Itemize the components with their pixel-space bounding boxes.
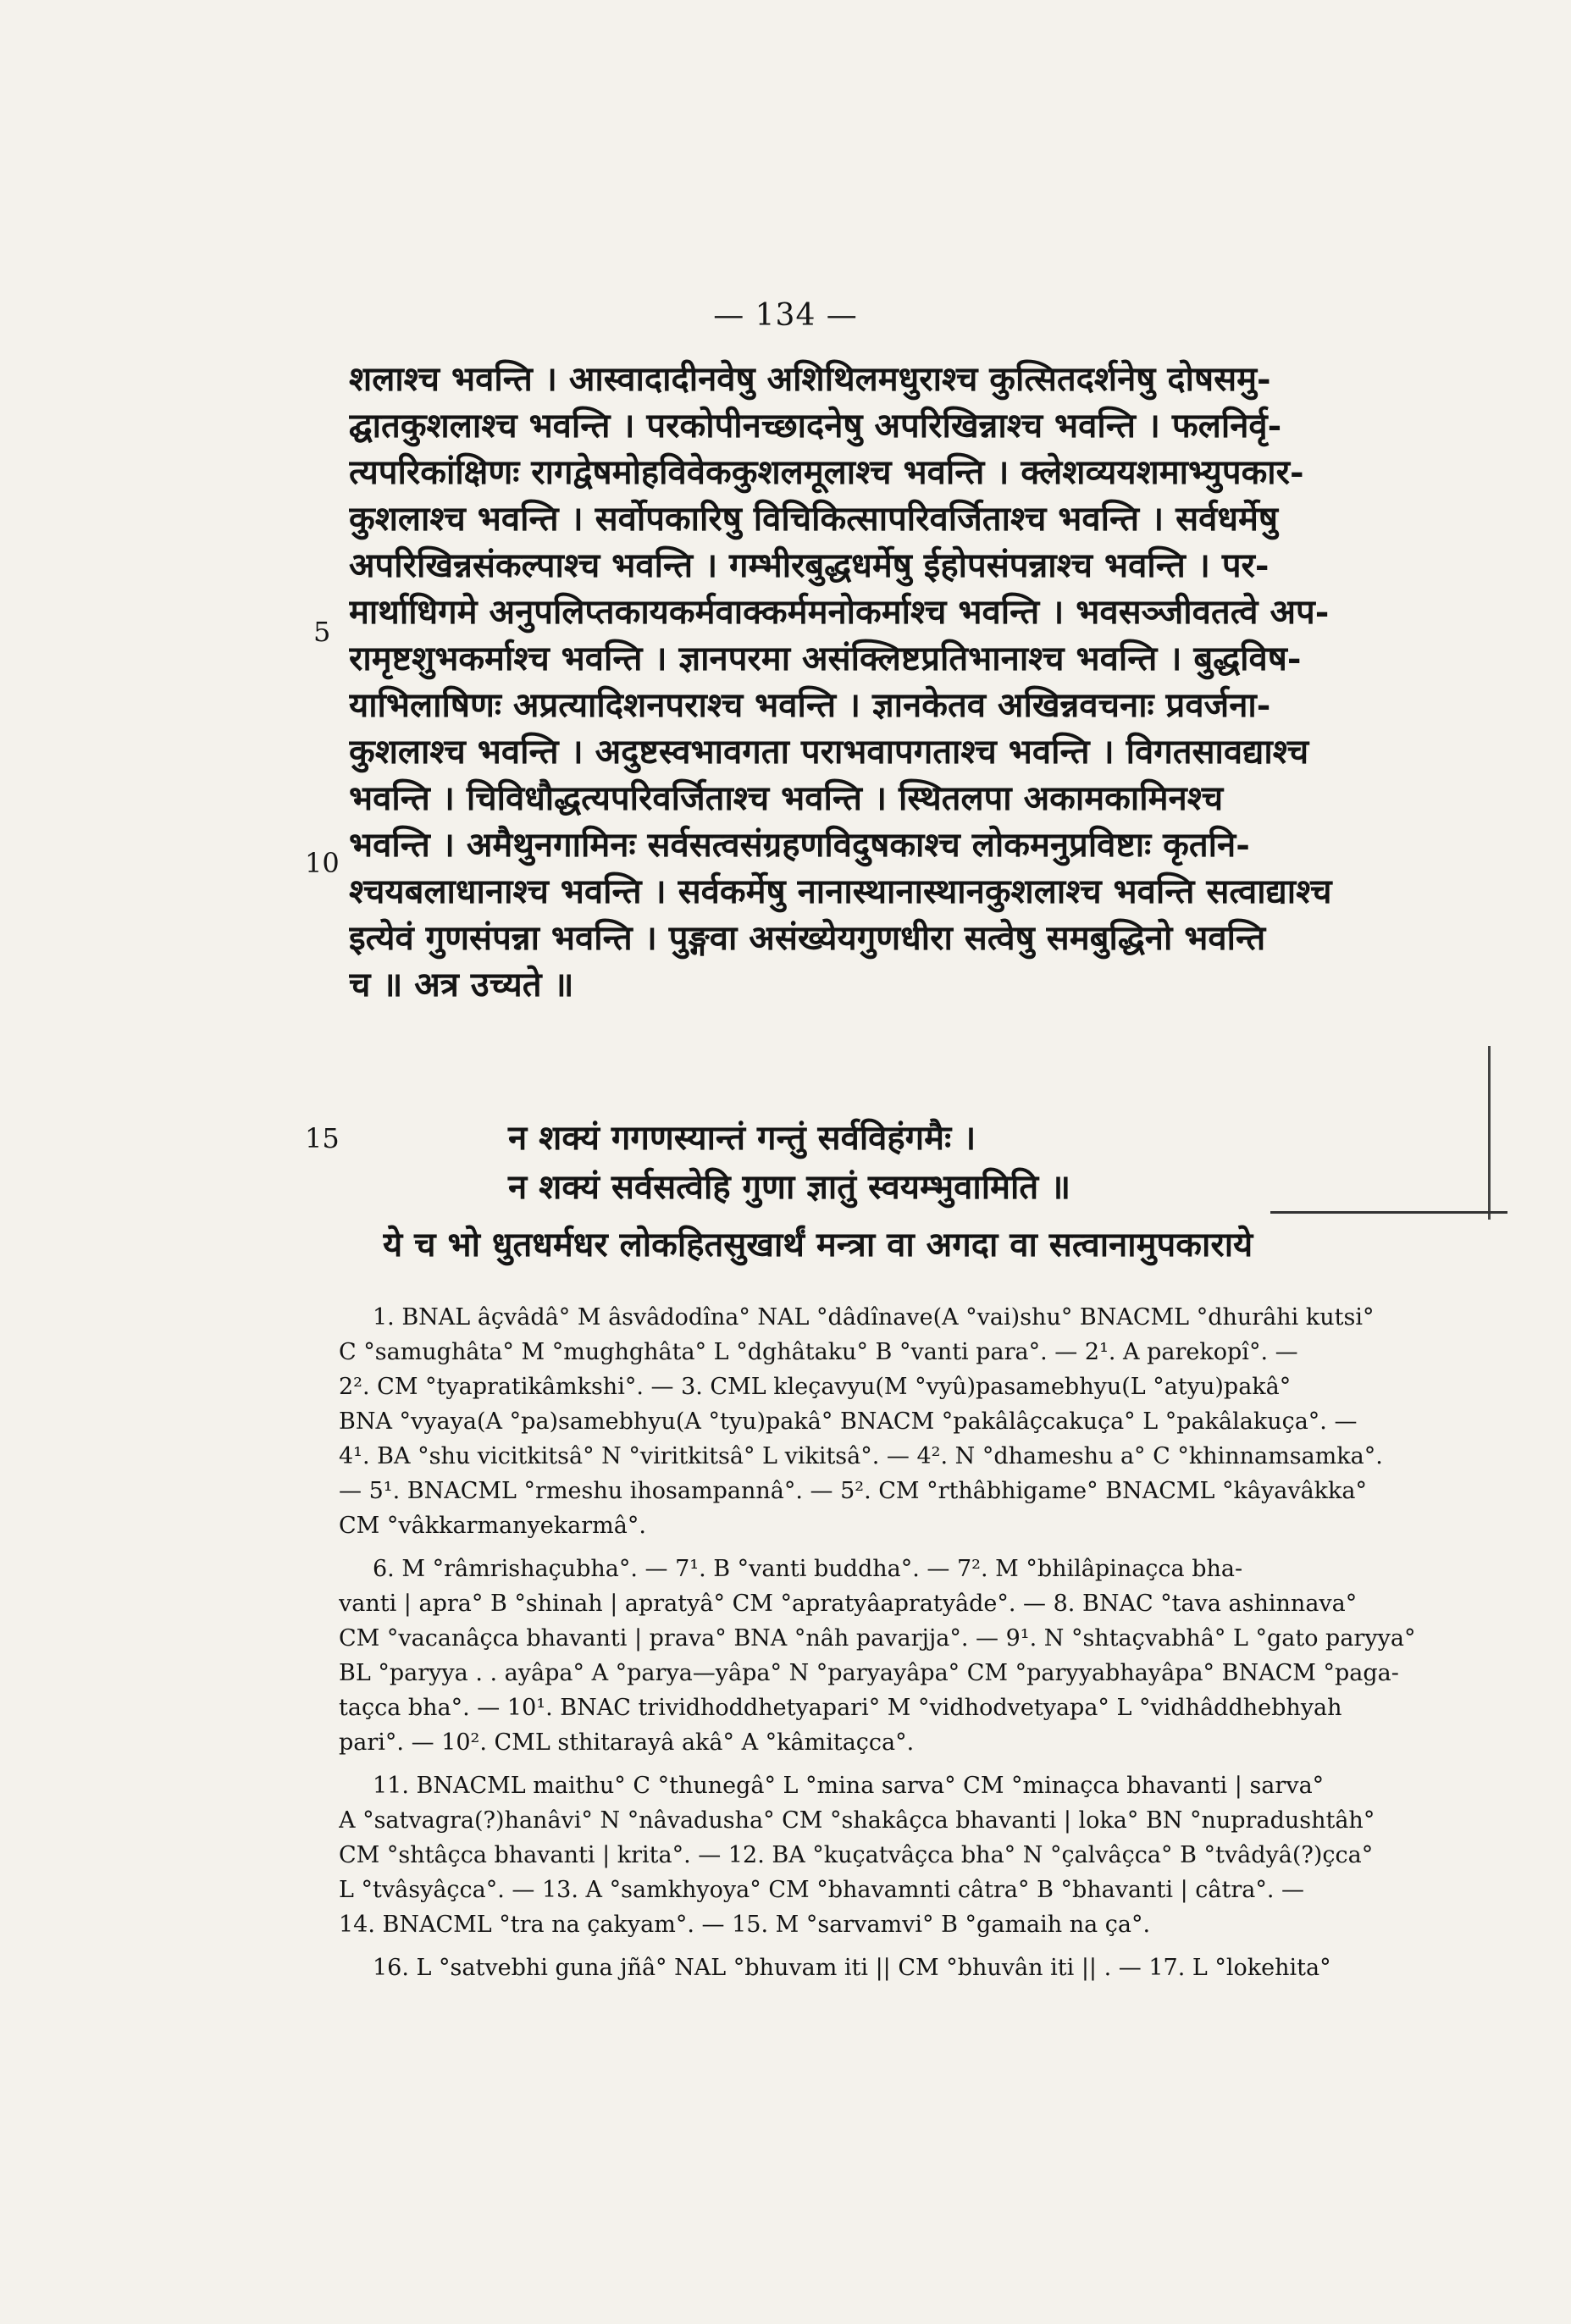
text-line: भवन्ति । चिविधौद्धत्यपरिवर्जिताश्च भवन्ति । स्थितलपा अकामकामिनश्च bbox=[349, 778, 1224, 818]
footnote-line: 14. BNACML °tra na çakyam°. — 15. M °sarvamvi° B °gamaih na ça°. bbox=[339, 1912, 1151, 1938]
text-line: अपरिखिन्नसंकल्पाश्च भवन्ति । गम्भीरबुद्धधर्मेषु ईहोपसंपन्नाश्च भवन्ति । पर- bbox=[349, 545, 1270, 585]
text-line: मार्थाधिगमे अनुपलिप्तकायकर्मवाक्कर्ममनोकर्माश्च भवन्ति । भवसञ्जीवतत्वे अप- bbox=[349, 592, 1330, 632]
verse-block bbox=[508, 1114, 1440, 1212]
footnote-gap bbox=[339, 1543, 1457, 1552]
line-number-10: 10 bbox=[305, 847, 340, 879]
footnote-line: 11. BNACML maithu° C °thunegâ° L °mina sarva° CM °minaçca bhavanti | sarva° bbox=[373, 1773, 1325, 1799]
footnote-line: CM °shtâçca bhavanti | krita°. — 12. BA °kuçatvâçca bha° N °çalvâçca° B °tvâdyâ(?)çca° bbox=[339, 1842, 1374, 1868]
footnote-line: 16. L °satvebhi guna jñâ° NAL °bhuvam iti || CM °bhuvân iti || . — 17. L °lokehita° bbox=[373, 1955, 1331, 1981]
verse-line: न शक्यं सर्वसत्वेहि गुणा ज्ञातुं स्वयम्भुवामिति ॥ bbox=[508, 1167, 1071, 1207]
final-text-line: ये च भो धुतधर्मधर लोकहितसुखार्थं मन्त्रा वा अगदा वा सत्वानामुपकाराये bbox=[383, 1225, 1253, 1264]
footnote-line: 2². CM °tyapratikâmkshi°. — 3. CML kleçavyu(M °vyû)pasamebhyu(L °atyu)pakâ° bbox=[339, 1374, 1292, 1400]
text-line: च ॥ अत्र उच्यते ॥ bbox=[349, 965, 574, 1004]
footnote-line: BL °paryya . . ayâpa° A °parya—yâpa° N °paryayâpa° CM °paryyabhayâpa° BNACM °paga- bbox=[339, 1660, 1399, 1686]
text-line: कुशलाश्च भवन्ति । सर्वोपकारिषु विचिकित्सापरिवर्जिताश्च भवन्ति । सर्वधर्मेषु bbox=[349, 499, 1279, 539]
footnote-line: A °satvagra(?)hanâvi° N °nâvadusha° CM °shakâçca bhavanti | loka° BN °nupradushtâh° bbox=[339, 1807, 1375, 1834]
footnote-line: CM °vacanâçca bhavanti | prava° BNA °nâh pavarjja°. — 9¹. N °shtaçvabhâ° L °gato paryya° bbox=[339, 1625, 1416, 1652]
margin-bar bbox=[1488, 1046, 1491, 1220]
line-number-15: 15 bbox=[305, 1122, 340, 1154]
footnote-line: 1. BNAL âçvâdâ° M âsvâdodîna° NAL °dâdînave(A °vai)shu° BNACML °dhurâhi kutsi° bbox=[373, 1304, 1375, 1331]
footnote-line: vanti | apra° B °shinah | apratyâ° CM °apratyâapratyâde°. — 8. BNAC °tava ashinnava° bbox=[339, 1591, 1358, 1617]
text-line: द्घातकुशलाश्च भवन्ति । परकोपीनच्छादनेषु अपरिखिन्नाश्च भवन्ति । फलनिर्वृ- bbox=[349, 406, 1282, 445]
footnote-line: C °samughâta° M °mughghâta° L °dghâtaku° B °vanti para°. — 2¹. A parekopî°. — bbox=[339, 1339, 1298, 1365]
line-number-5: 5 bbox=[313, 616, 331, 648]
footnote-line: pari°. — 10². CML sthitarayâ akâ° A °kâmitaçca°. bbox=[339, 1729, 915, 1756]
footnotes bbox=[339, 1300, 1457, 1985]
text-line: भवन्ति । अमैथुनगामिनः सर्वसत्वसंग्रहणविदुषकाश्च लोकमनुप्रविष्टाः कृतनि- bbox=[349, 825, 1250, 865]
text-line: श्चयबलाधानाश्च भवन्ति । सर्वकर्मेषु नानास्थानास्थानकुशलाश्च भवन्ति सत्वाद्याश्च bbox=[349, 872, 1332, 911]
verse-line: न शक्यं गगणस्यान्तं गन्तुं सर्वविहंगमैः । bbox=[508, 1118, 976, 1158]
page-number: — 134 — bbox=[713, 298, 858, 333]
text-line: कुशलाश्च भवन्ति । अदुष्टस्वभावगता पराभवापगताश्च भवन्ति । विगतसावद्याश्च bbox=[349, 732, 1309, 772]
separator-rule bbox=[1270, 1211, 1507, 1214]
footnote-gap bbox=[339, 1760, 1457, 1768]
footnote-line: 4¹. BA °shu vicitkitsâ° N °viritkitsâ° L vikitsâ°. — 4². N °dhameshu a° C °khinnamsamka°. bbox=[339, 1443, 1383, 1469]
footnote-line: 6. M °râmrishaçubha°. — 7¹. B °vanti buddha°. — 7². M °bhilâpinaçca bha- bbox=[373, 1556, 1243, 1582]
main-text-block bbox=[349, 356, 1450, 1008]
text-line: याभिलाषिणः अप्रत्यादिशनपराश्च भवन्ति । ज्ञानकेतव अखिन्नवचनाः प्रवर्जना- bbox=[349, 685, 1271, 725]
footnote-line: taçca bha°. — 10¹. BNAC trividhoddhetyapari° M °vidhodvetyapa° L °vidhâddhebhyah bbox=[339, 1695, 1342, 1721]
text-line: इत्येवं गुणसंपन्ना भवन्ति । पुङ्गवा असंख्येयगुणधीरा सत्वेषु समबुद्धिनो भवन्ति bbox=[349, 918, 1266, 958]
footnote-line: BNA °vyaya(A °pa)samebhyu(A °tyu)pakâ° BNACM °pakâlâçcakuça° L °pakâlakuça°. — bbox=[339, 1408, 1358, 1435]
footnote-line: — 5¹. BNACML °rmeshu ihosampannâ°. — 5². CM °rthâbhigame° BNACML °kâyavâkka° bbox=[339, 1478, 1367, 1504]
footnote-line: L °tvâsyâçca°. — 13. A °samkhyoya° CM °bhavamnti câtra° B °bhavanti | câtra°. — bbox=[339, 1877, 1304, 1903]
footnote-gap bbox=[339, 1942, 1457, 1951]
text-line: शलाश्च भवन्ति । आस्वादादीनवेषु अशिथिलमधुराश्च कुत्सितदर्शनेषु दोषसमु- bbox=[349, 359, 1271, 399]
text-line: त्यपरिकांक्षिणः रागद्वेषमोहविवेककुशलमूलाश्च भवन्ति । क्लेशव्ययशमाभ्युपकार- bbox=[349, 452, 1304, 492]
footnote-line: CM °vâkkarmanyekarmâ°. bbox=[339, 1513, 646, 1539]
text-line: रामृष्टशुभकर्माश्च भवन्ति । ज्ञानपरमा असंक्लिष्टप्रतिभानाश्च भवन्ति । बुद्धविष- bbox=[349, 639, 1302, 678]
